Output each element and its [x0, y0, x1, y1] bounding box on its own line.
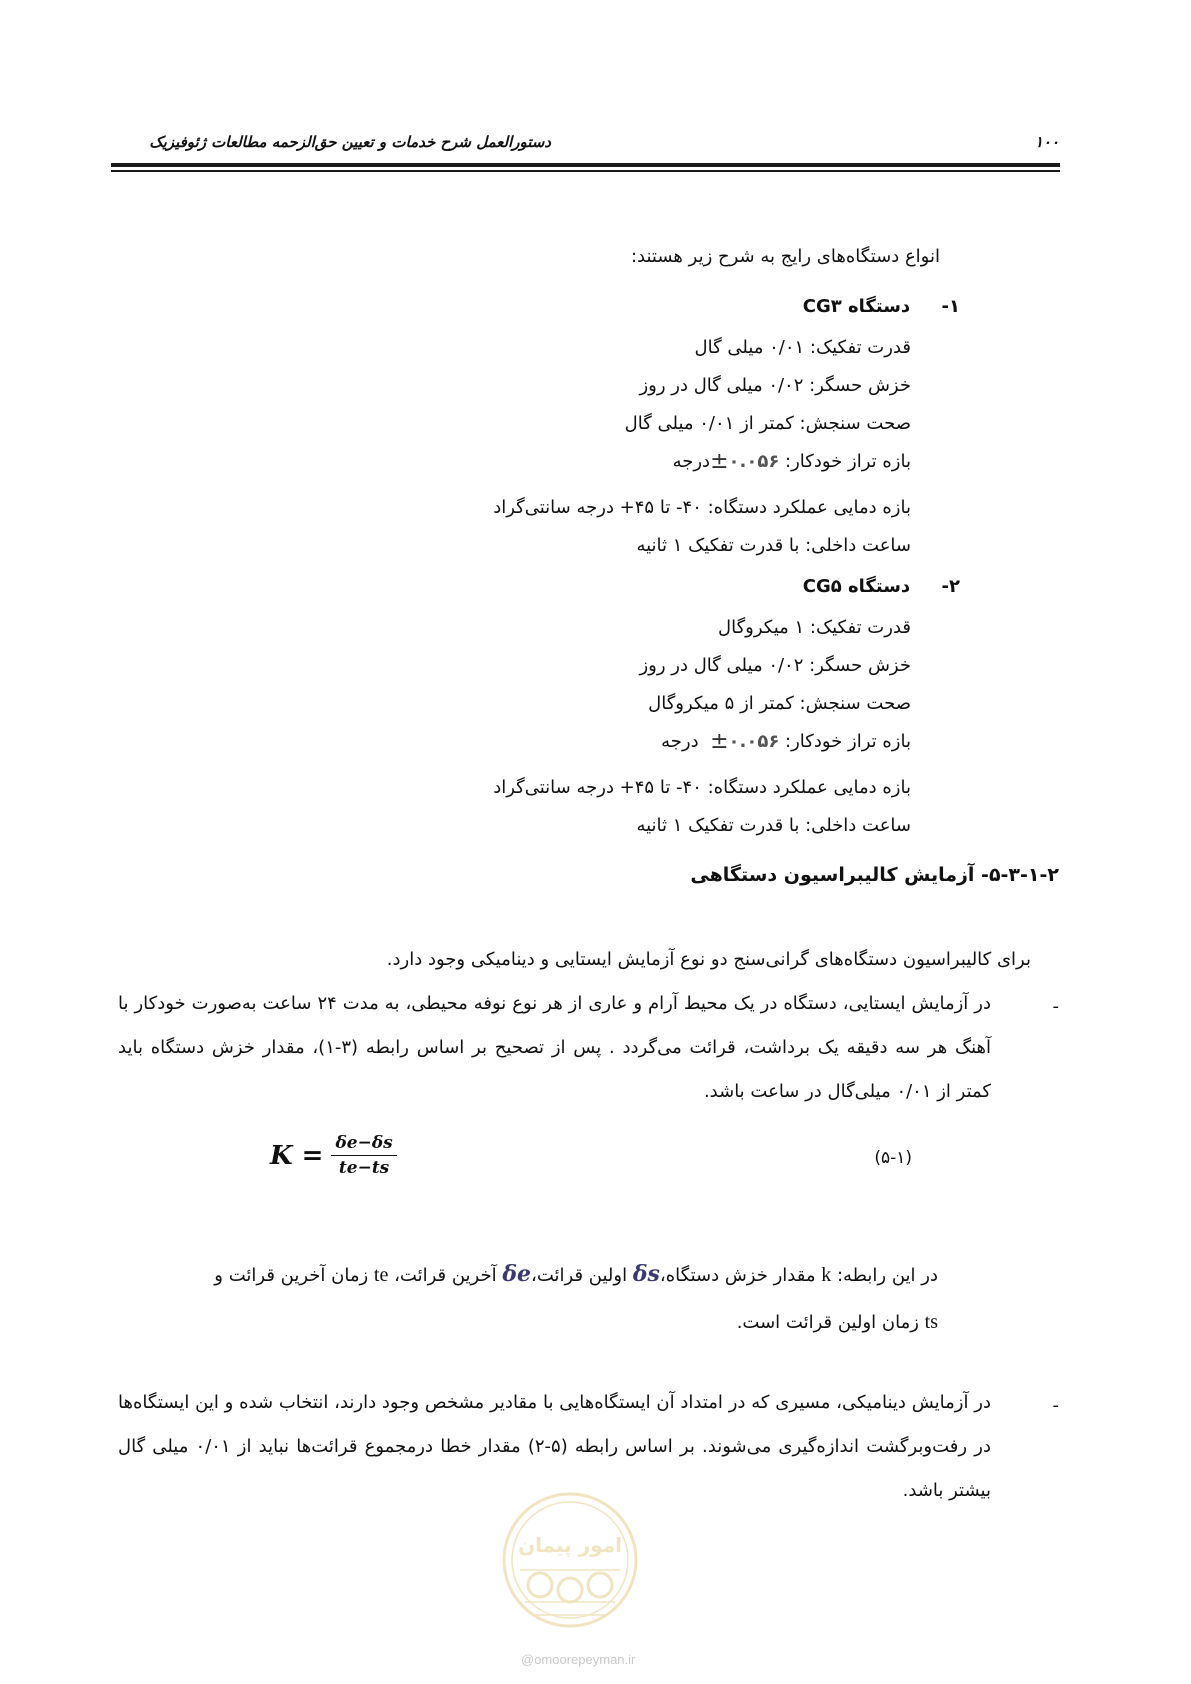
formula-explanation-2	[737, 1300, 938, 1345]
watermark-logo	[500, 1490, 640, 1630]
formula-denominator: te−ts	[338, 1158, 390, 1178]
device-1-name: دستگاه CG۳	[802, 296, 911, 317]
watermark-url: @omoorepeyman.ir	[521, 1652, 636, 1667]
section-heading: ۵-۳-۱-۲- آزمایش کالیبراسیون دستگاهی	[690, 864, 1059, 886]
symbol-ts: ts	[924, 1311, 938, 1333]
bullet-2-text: در آزمایش دینامیکی، مسیری که در امتداد آن ایستگاه‌هایی با مقادیر مشخص وجود دارند، انتخاب شده و این ایستگاه‌ها در رفت‌وبرگشت اندازه‌گیری می‌شوند. بر اساس رابطه (۵-۲) مقدار خطا درمجموع قرائت‌ها نباید از ۰/۰۱ میلی گال بیشتر باشد.	[118, 1392, 991, 1501]
plus-minus-icon: ±	[710, 729, 729, 754]
device-2-name: دستگاه CG۵	[802, 576, 911, 597]
explain-text: آخرین قرائت،	[394, 1265, 497, 1286]
bullet-dash: -	[1052, 1395, 1059, 1416]
level-label: بازه تراز خودکار:	[785, 451, 911, 472]
section-lead: برای کالیبراسیون دستگاه‌های گرانی‌سنج دو نوع آزمایش ایستایی و دینامیکی وجود دارد.	[386, 949, 1031, 970]
level-unit: درجه	[661, 731, 699, 752]
level-label: بازه تراز خودکار:	[785, 731, 911, 752]
device-2-number: ۲-	[941, 576, 960, 597]
device-1-number: ۱-	[941, 296, 960, 317]
symbol-delta-e: δe	[502, 1261, 532, 1287]
device-1-spec: صحت سنجش: کمتر از ۰/۰۱ میلی گال	[624, 413, 911, 434]
device-2-level	[661, 728, 911, 756]
level-unit: درجه	[672, 451, 711, 472]
running-header-title: دستورالعمل شرح خدمات و تعیین حق‌الزحمه مطالعات ژئوفیزیک	[149, 133, 551, 151]
drift-formula	[270, 1133, 397, 1178]
equation-number: (۵-۱)	[874, 1148, 912, 1168]
explain-text: اولین قرائت،	[531, 1265, 628, 1286]
explain-text: زمان اولین قرائت است.	[736, 1312, 919, 1333]
formula-fraction	[331, 1133, 396, 1178]
explain-text: زمان آخرین قرائت و	[214, 1265, 369, 1286]
device-2-spec: ساعت داخلی: با قدرت تفکیک ۱ ثانیه	[636, 815, 911, 836]
device-1-heading	[803, 296, 960, 317]
device-1-spec: قدرت تفکیک: ۰/۰۱ میلی گال	[694, 337, 911, 358]
bullet-dash: -	[1052, 996, 1059, 1017]
header-rule-thick	[111, 163, 1060, 167]
explain-text: در این رابطه:	[836, 1265, 938, 1286]
formula-explanation	[214, 1252, 938, 1298]
intro-text: انواع دستگاه‌های رایج به شرح زیر هستند:	[630, 246, 940, 267]
device-2-spec: قدرت تفکیک: ۱ میکروگال	[718, 617, 911, 638]
symbol-te: te	[373, 1264, 389, 1286]
watermark-text: امور پیمان	[518, 1533, 622, 1557]
formula-numerator: δe−δs	[331, 1133, 396, 1156]
level-value: ۰.۰۵۶	[728, 731, 780, 752]
formula-lhs: K =	[270, 1140, 324, 1171]
explain-text: مقدار خزش دستگاه،	[659, 1265, 816, 1286]
bullet-1-text: در آزمایش ایستایی، دستگاه در یک محیط آرام و عاری از هر نوع نوفه محیطی، به مدت ۲۴ ساعت به‌صورت خودکار با آهنگ هر سه دقیقه یک برداشت، قرائت می‌گردد . پس از تصحیح بر اساس رابطه (۳-۱)، مقدار خزش دستگاه باید کمتر از ۰/۰۱ میلی‌گال در ساعت باشد.	[118, 993, 992, 1102]
device-2-spec: بازه دمایی عملکرد دستگاه: ۴۰- تا ۴۵+ درجه سانتی‌گراد	[493, 777, 911, 798]
symbol-delta-s: δs	[632, 1261, 660, 1287]
device-1-spec: ساعت داخلی: با قدرت تفکیک ۱ ثانیه	[636, 535, 911, 556]
device-1-spec: خزش حسگر: ۰/۰۲ میلی گال در روز	[639, 375, 911, 396]
page-number: ۱۰۰	[1034, 133, 1059, 151]
symbol-k: k	[821, 1264, 832, 1286]
device-1-level	[673, 448, 911, 476]
level-value: ۰.۰۵۶	[728, 451, 780, 472]
device-2-spec: خزش حسگر: ۰/۰۲ میلی گال در روز	[639, 655, 911, 676]
device-2-heading	[803, 576, 960, 597]
device-2-spec: صحت سنجش: کمتر از ۵ میکروگال	[648, 693, 911, 714]
device-1-spec: بازه دمایی عملکرد دستگاه: ۴۰- تا ۴۵+ درجه سانتی‌گراد	[493, 497, 911, 518]
header-rule-thin	[111, 170, 1060, 172]
plus-minus-icon: ±	[710, 449, 729, 474]
